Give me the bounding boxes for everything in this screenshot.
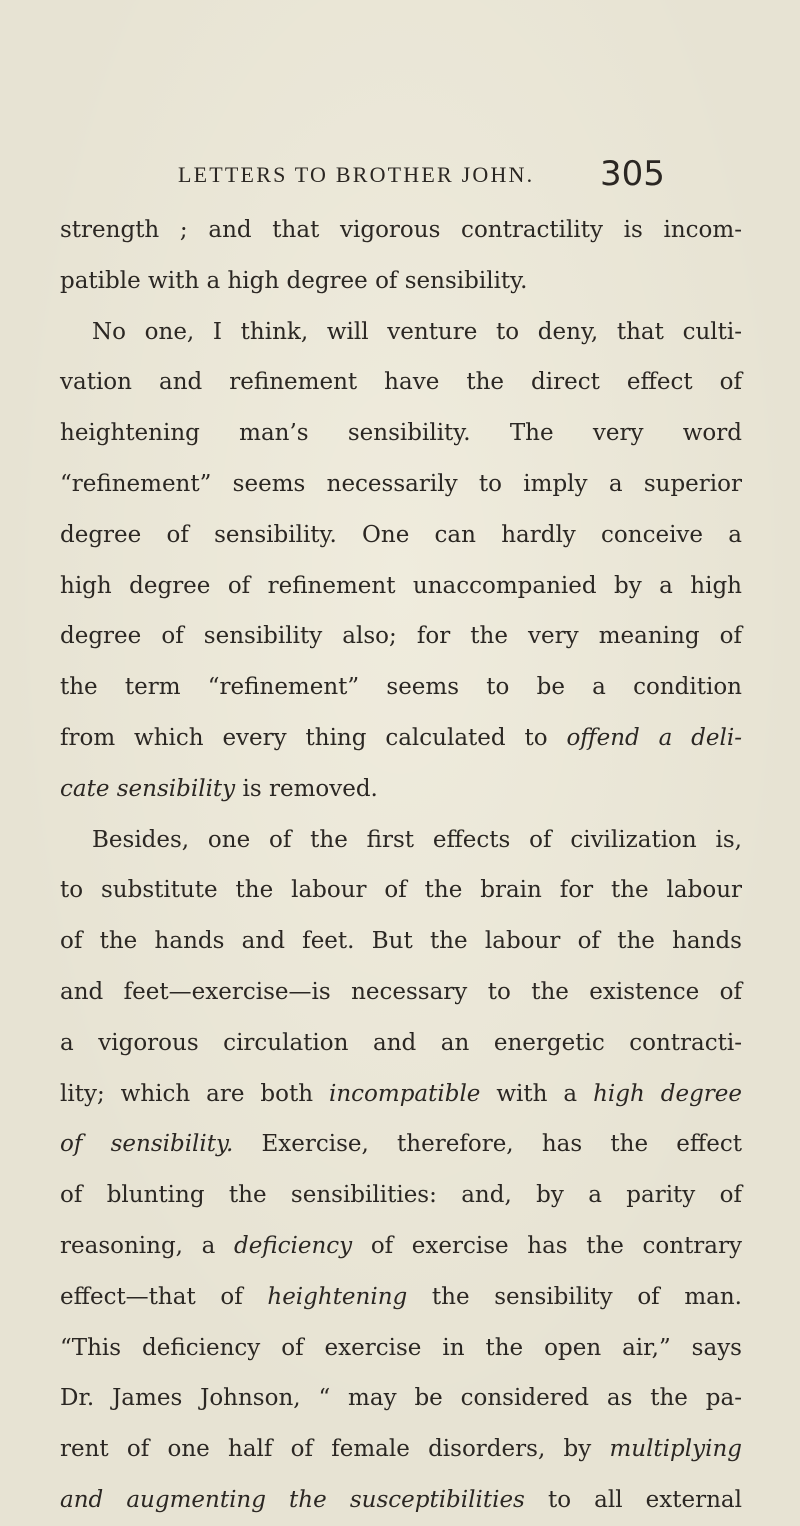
text-line	[60, 1221, 742, 1272]
text-segment: patible with a high degree of sensibility.	[60, 267, 528, 294]
text-segment: “This deficiency of exercise in the open air,” says	[60, 1334, 742, 1361]
text-line	[60, 1323, 742, 1374]
text-line	[60, 815, 742, 866]
text-line	[60, 561, 742, 612]
text-line	[60, 256, 742, 307]
text-segment: “refinement” seems necessarily to imply a superior	[60, 470, 742, 497]
text-line	[60, 1272, 742, 1323]
text-line	[60, 307, 742, 358]
text-line	[60, 459, 742, 510]
text-segment: to all external	[524, 1486, 742, 1513]
italic-text: deficiency	[233, 1232, 353, 1259]
text-line	[60, 967, 742, 1018]
text-segment: is removed.	[235, 775, 378, 802]
text-segment: and feet—exercise—is necessary to the existence of	[60, 978, 742, 1005]
italic-text: of sensibility.	[60, 1131, 234, 1158]
running-title: LETTERS TO BROTHER JOHN.	[178, 162, 535, 187]
text-line	[60, 1170, 742, 1221]
italic-text: offend a deli-	[566, 724, 742, 751]
text-segment: of the hands and feet. But the labour of the hands	[60, 928, 742, 955]
text-line	[60, 1424, 742, 1475]
text-segment: strength ; and that vigorous contractility is incom-	[60, 217, 742, 243]
text-line	[60, 408, 742, 459]
italic-text: incompatible	[328, 1080, 481, 1107]
text-segment: with a	[480, 1080, 594, 1107]
italic-text: multiplying	[609, 1436, 742, 1463]
text-segment: Exercise, therefore, has the effect	[233, 1131, 742, 1158]
text-segment: degree of sensibility. One can hardly conceive a	[60, 521, 742, 548]
italic-text: high degree	[593, 1080, 743, 1107]
text-segment: reasoning, a	[60, 1232, 234, 1259]
page-number: 305	[600, 154, 665, 194]
text-line	[60, 205, 742, 256]
text-segment: heightening man’s sensibility. The very word	[60, 420, 742, 447]
text-line	[60, 1018, 742, 1069]
text-segment: the sensibility of man.	[407, 1283, 742, 1310]
text-segment: high degree of refinement unaccompanied by a high	[60, 572, 742, 599]
text-line	[60, 1475, 742, 1526]
text-segment: a vigorous circulation and an energetic contracti-	[60, 1029, 742, 1056]
text-line	[60, 1069, 742, 1120]
text-segment: degree of sensibility also; for the very meaning of	[60, 623, 742, 650]
text-segment: Dr. James Johnson, “ may be considered as the pa-	[60, 1385, 742, 1412]
italic-text: cate sensibility	[60, 775, 236, 802]
page-header	[0, 154, 800, 200]
text-segment: of exercise has the contrary	[352, 1232, 743, 1259]
text-line	[60, 662, 742, 713]
body-text	[60, 205, 742, 1526]
text-line	[60, 510, 742, 561]
text-segment: of blunting the sensibilities: and, by a parity of	[60, 1182, 742, 1209]
text-segment: to substitute the labour of the brain for the labour	[60, 877, 742, 904]
italic-text: and augmenting the susceptibilities	[60, 1486, 525, 1513]
text-segment: lity; which are both	[60, 1080, 329, 1107]
text-segment: vation and refinement have the direct effect of	[60, 369, 742, 396]
text-line	[60, 1373, 742, 1424]
text-segment: effect—that of	[60, 1283, 268, 1310]
text-line	[60, 357, 742, 408]
text-line	[60, 1119, 742, 1170]
text-segment: Besides, one of the first effects of civilization is,	[92, 826, 742, 853]
text-segment: from which every thing calculated to	[60, 724, 567, 751]
text-line	[60, 916, 742, 967]
text-segment: the term “refinement” seems to be a condition	[60, 674, 742, 701]
text-segment: rent of one half of female disorders, by	[60, 1436, 610, 1463]
text-line	[60, 611, 742, 662]
text-line	[60, 865, 742, 916]
text-segment: No one, I think, will venture to deny, that culti-	[92, 318, 742, 345]
text-line	[60, 713, 742, 764]
italic-text: heightening	[267, 1283, 408, 1310]
text-line	[60, 764, 742, 815]
